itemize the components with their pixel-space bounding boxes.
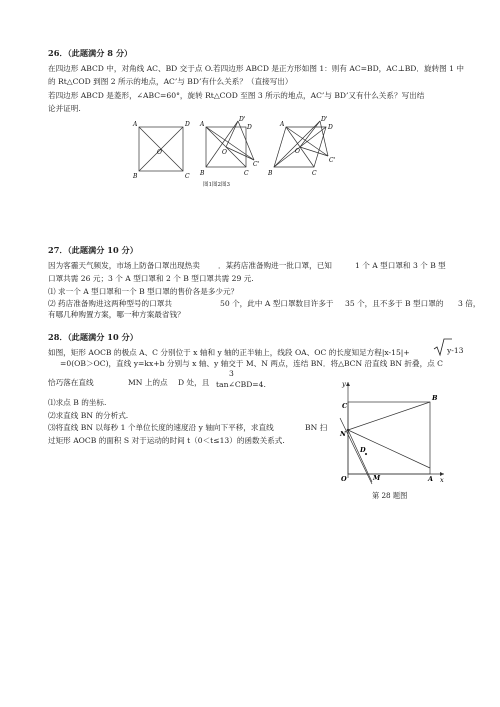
q28-header: 28．（此题满分 10 分） bbox=[48, 332, 138, 342]
q27-sub2-d: 3 倍， bbox=[458, 299, 481, 308]
q27-header: 27．（此题满分 10 分） bbox=[48, 245, 138, 255]
q28-figure-caption: 第 28 题图 bbox=[372, 491, 408, 500]
fig2-label-d: D bbox=[247, 124, 252, 131]
q27-sub2-a: ⑵ 药店准备购进这两种型号的口罩共 bbox=[48, 299, 172, 308]
q26-header: 26．（此题满分 8 分） bbox=[48, 48, 133, 58]
q28-figure bbox=[336, 378, 448, 486]
q27-para2: 口罩共需 26 元；3 个 A 型口罩和 2 个 B 型口罩共需 29 元. bbox=[48, 274, 254, 283]
fig2-label-b: B bbox=[200, 170, 205, 177]
fig2-label-c: C bbox=[244, 170, 249, 177]
fig3-label-a: A bbox=[280, 121, 285, 128]
fig1-label-b: B bbox=[133, 173, 138, 180]
fig2-label-o: O bbox=[222, 149, 227, 156]
fig28-label-o: O bbox=[341, 475, 347, 483]
fig3-label-cprime: C' bbox=[329, 157, 336, 164]
q26-figure-caption: 图1图2图3 bbox=[203, 182, 230, 188]
q27-sub2-e: 有哪几种购置方案，哪一种方案最省钱？ bbox=[48, 310, 185, 319]
q26-figure-1 bbox=[130, 118, 192, 180]
fig28-label-c: C bbox=[342, 402, 348, 410]
fig2-label-dprime: D' bbox=[239, 116, 246, 123]
q28-fraction-numerator: 3 bbox=[229, 369, 234, 378]
q26-para1: 在四边形 ABCD 中，对角线 AC、BD 交于点 O.若四边形 ABCD 是正方形如图 1：则有 AC=BD，AC⊥BD．旋转图 1 中 bbox=[48, 64, 465, 73]
fig3-label-d: D bbox=[328, 124, 333, 131]
q27-sub1: ⑴ 求一个 A 型口罩和一个 B 型口罩的售价各是多少元？ bbox=[48, 287, 239, 296]
q28-sub3-c: 过矩形 AOCB 的面积 S 对于运动的时间 t（0＜t≤13）的函数关系式. bbox=[48, 436, 285, 445]
fig28-label-m: M bbox=[373, 474, 381, 482]
q27-sub2-b: 50 个，此中 A 型口罩数目许多于 bbox=[220, 299, 334, 308]
fig3-label-b: B bbox=[268, 170, 273, 177]
q28-para3-c: D 处，且 bbox=[178, 378, 210, 387]
fig28-label-n: N bbox=[340, 430, 346, 438]
q27-para1-b: ．某药店准备购进一批口罩，已知 bbox=[218, 261, 332, 270]
q26-figure-2 bbox=[198, 116, 260, 180]
q28-para2: =0(OB＞OC)，直线 y=kx+b 分别与 x 轴、y 轴交于 M、N 两点，连结 BN．将△BCN 沿直线 BN 折叠，点 C bbox=[60, 359, 443, 368]
fig1-label-a: A bbox=[133, 121, 138, 128]
fig1-label-c: C bbox=[185, 173, 190, 180]
fig1-label-o: O bbox=[157, 149, 162, 156]
q28-para1: 如图，矩形 AOCB 的极点 A、C 分别位于 x 轴和 y 轴的正半轴上，线段 OA、OC 的长度知足方程|x-15|+ bbox=[48, 348, 410, 357]
fig3-label-c: C bbox=[312, 170, 317, 177]
fig2-label-cprime: C' bbox=[253, 161, 260, 168]
q26-figure-3 bbox=[268, 116, 340, 180]
fig28-label-y: y bbox=[342, 380, 346, 388]
q27-para1-a: 因为客霾天气频发，市场上防备口罩出现热卖 bbox=[48, 261, 200, 270]
fig1-label-d: D bbox=[185, 121, 190, 128]
q28-sub3-b: BN 扫 bbox=[305, 423, 328, 432]
q26-para3: 若四边形 ABCD 是菱形，∠ABC=60°，旋转 Rt△COD 至图 3 所示的地点，AC’与 BD’又有什么关系？写出结 bbox=[48, 91, 425, 100]
fig28-label-d: D bbox=[360, 446, 366, 454]
q28-sub3-a: ⑶将直线 BN 以每秒 1 个单位长度的速度沿 y 轴向下平移，求直线 bbox=[48, 423, 274, 432]
q27-para1-c: 1 个 A 型口罩和 3 个 B 型 bbox=[355, 261, 446, 270]
fig3-label-dprime: D' bbox=[321, 116, 328, 123]
q28-tan-value: tan∠CBD=4. bbox=[216, 380, 266, 389]
fig2-label-a: A bbox=[200, 121, 205, 128]
q28-para3-a: 恰巧落在直线 bbox=[48, 378, 94, 387]
fig3-label-o: O bbox=[295, 148, 300, 155]
q26-para2: 的 Rt△COD 到图 2 所示的地点，AC’与 BD’有什么关系？（直接写出） bbox=[48, 77, 293, 86]
fig28-label-a: A bbox=[428, 475, 434, 483]
q28-sub2: ⑵求直线 BN 的分析式. bbox=[48, 411, 129, 420]
q28-sqrt-radicand: y-13 bbox=[447, 346, 464, 355]
fig28-label-b: B bbox=[432, 394, 438, 402]
q28-para3-b: MN 上的点 bbox=[128, 378, 168, 387]
q26-para4: 论并证明. bbox=[48, 104, 81, 113]
fig28-label-x: x bbox=[440, 476, 444, 484]
q27-sub2-c: 35 个，且不多于 B 型口罩的 bbox=[345, 299, 444, 308]
q28-sub1: ⑴求点 B 的坐标. bbox=[48, 398, 107, 407]
